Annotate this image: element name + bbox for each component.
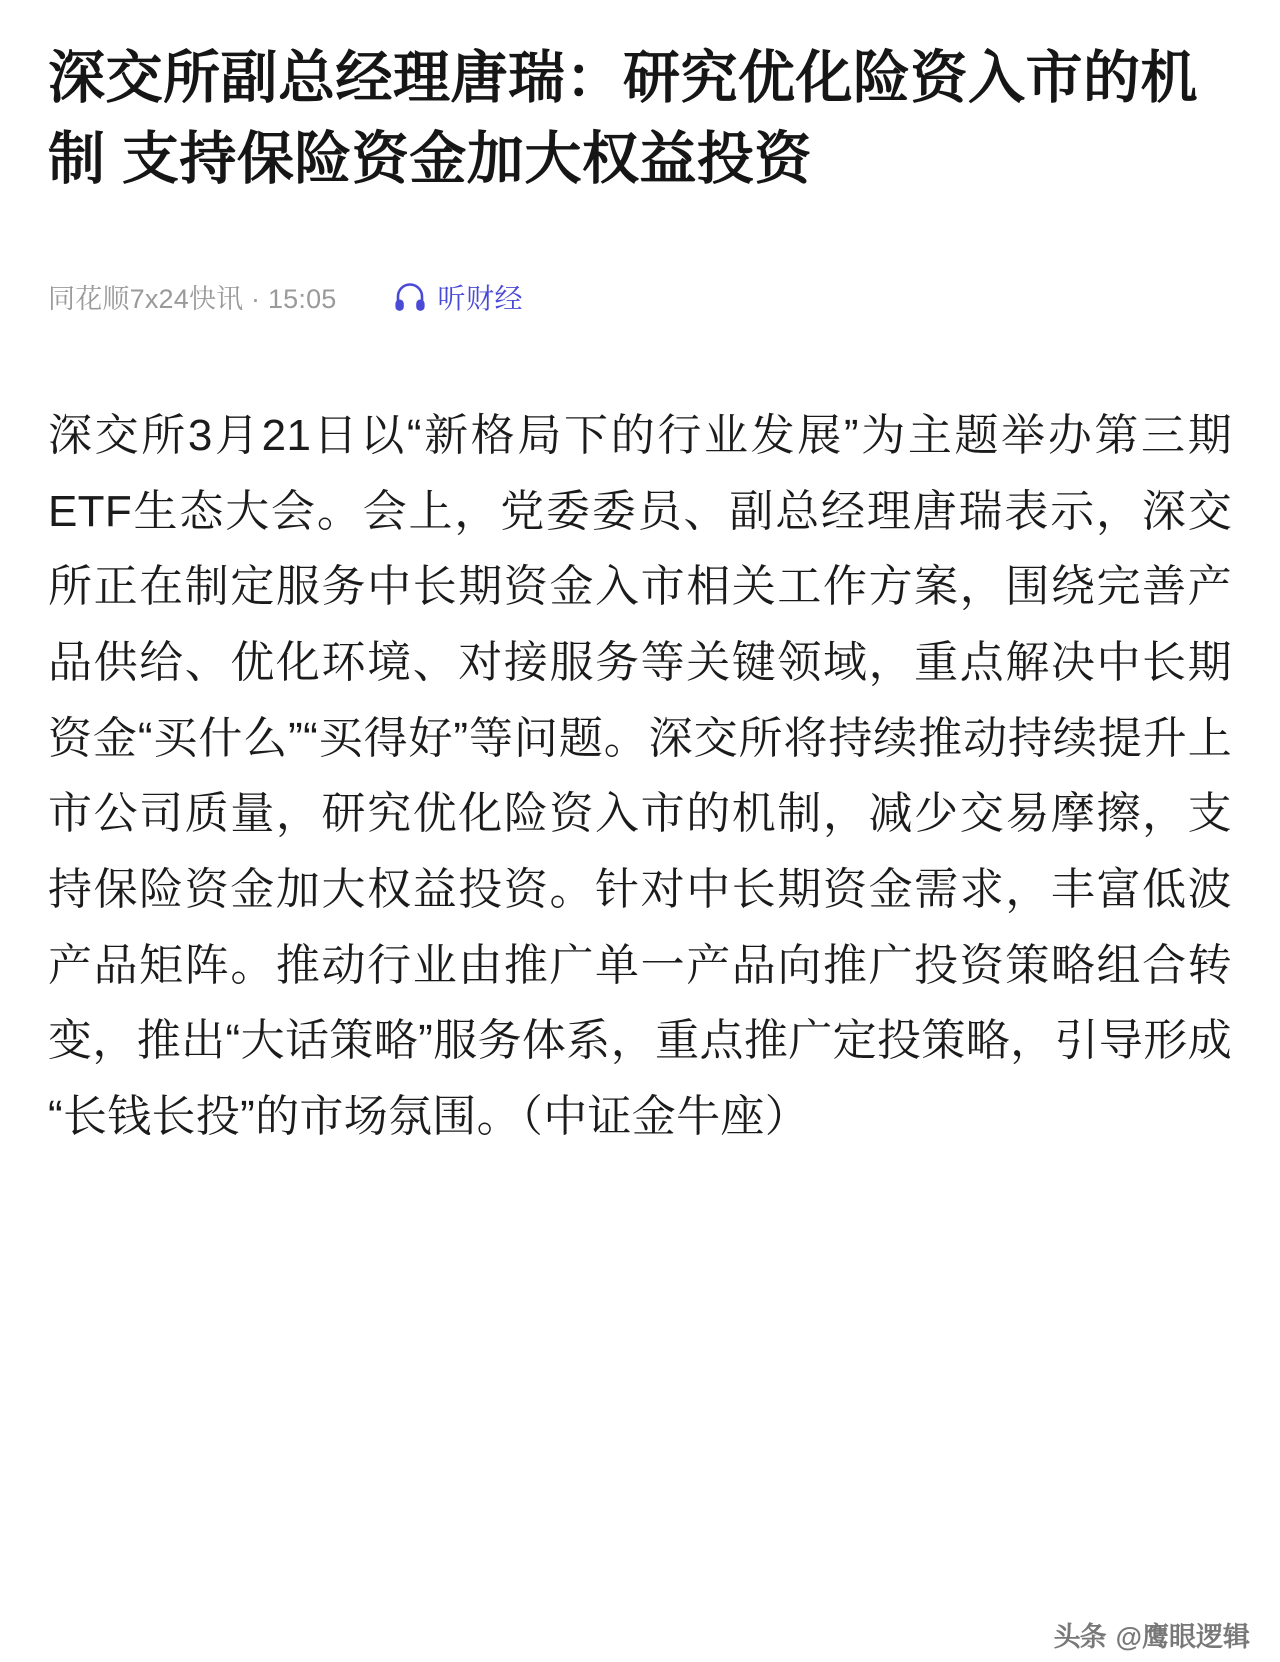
watermark-brand: 头条: [1053, 1622, 1106, 1652]
watermark: [1054, 1615, 1250, 1654]
listen-audio-label: 听财经: [437, 282, 524, 314]
listen-audio-button[interactable]: [393, 277, 524, 317]
article-meta: [48, 274, 1232, 320]
page-title: 深交所副总经理唐瑞：研究优化险资入市的机制 支持保险资金加大权益投资: [48, 46, 1198, 191]
article-body: 深交所3月21日以“新格局下的行业发展”为主题举办第三期ETF生态大会。会上，党委委员、副总经理唐瑞表示，深交所正在制定服务中长期资金入市相关工作方案，围绕完善产品供给、优化环境、对接服务等关键领域，重点解决中长期资金“买什么”“买得好”等问题。深交所将持续推动持续提升上市公司质量，研究优化险资入市的机制，减少交易摩擦，支持保险资金加大权益投资。针对中长期资金需求，丰富低波产品矩阵。推动行业由推广单一产品向推广投资策略组合转变，推出“大话策略”服务体系，重点推广定投策略，引导形成“长钱长投”的市场氛围。（中证金牛座）: [48, 410, 1232, 1141]
headphone-icon: [393, 280, 427, 314]
article-source-and-time: 同花顺7x24快讯 · 15:05: [48, 284, 337, 315]
watermark-username: @鹰眼逻辑: [1115, 1622, 1250, 1652]
